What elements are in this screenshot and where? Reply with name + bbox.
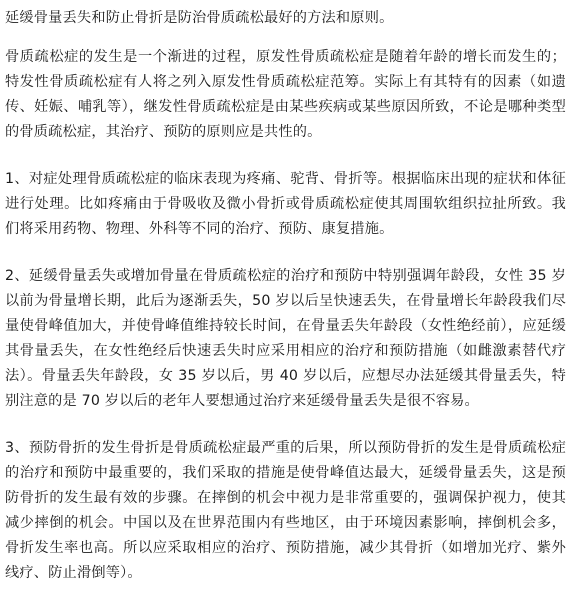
fracture-prevention-paragraph: 3、预防骨折的发生骨折是骨质疏松症最严重的后果，所以预防骨折的发生是骨质疏松症的治疗和预防中最重要的，我们采取的措施是使骨峰值达最大，延缓骨量丢失，这是预防骨折的发生最有效的步骤。在摔倒的机会中视力是非常重要的，强调保护视力，使其减少摔倒的机会。中国以及在世界范围内有些地区，由于环境因素影响，摔倒机会多，骨折发生率也高。所以应采取相应的治疗、预防措施，减少其骨折（如增加光疗、紫外线疗、防止滑倒等）。 bbox=[5, 440, 566, 581]
intro-paragraph: 延缓骨量丢失和防止骨折是防治骨质疏松最好的方法和原则。 bbox=[5, 10, 394, 26]
overview-paragraph: 骨质疏松症的发生是一个渐进的过程，原发性骨质疏松症是随着年龄的增长而发生的；特发性骨质疏松症有人将之列入原发性骨质疏松症范筹。实际上有其特有的因素（如遗传、妊娠、哺乳等），继发性骨质疏松症是由某些疾病或某些原因所致，不论是哪种类型的骨质疏松症，其治疗、预防的原则应是共性的。 bbox=[5, 49, 566, 140]
symptom-treatment-paragraph: 1、对症处理骨质疏松症的临床表现为疼痛、驼背、骨折等。根据临床出现的症状和体征进行处理。比如疼痛由于骨吸收及微小骨折或骨质疏松症使其周围软组织拉扯所致。我们将采用药物、物理、外科等不同的治疗、预防、康复措施。 bbox=[5, 171, 566, 237]
bone-loss-paragraph: 2、延缓骨量丢失或增加骨量在骨质疏松症的治疗和预防中特别强调年龄段，女性 35 岁以前为骨量增长期，此后为逐渐丢失，50 岁以后呈快速丢失，在骨量增长年龄段我们尽量使骨峰值加大，并使骨峰值维持较长时间，在骨量丢失年龄段（女性绝经前），应延缓其骨量丢失，在女性绝经后快速丢失时应采用相应的治疗和预防措施（如雌激素替代疗法）。骨量丢失年龄段，女 35 岁以后，男 40 岁以后，应想尽办法延缓其骨量丢失，特别注意的是 70 岁以后的老年人要想通过治疗来延缓骨量丢失是很不容易。 bbox=[5, 268, 566, 409]
